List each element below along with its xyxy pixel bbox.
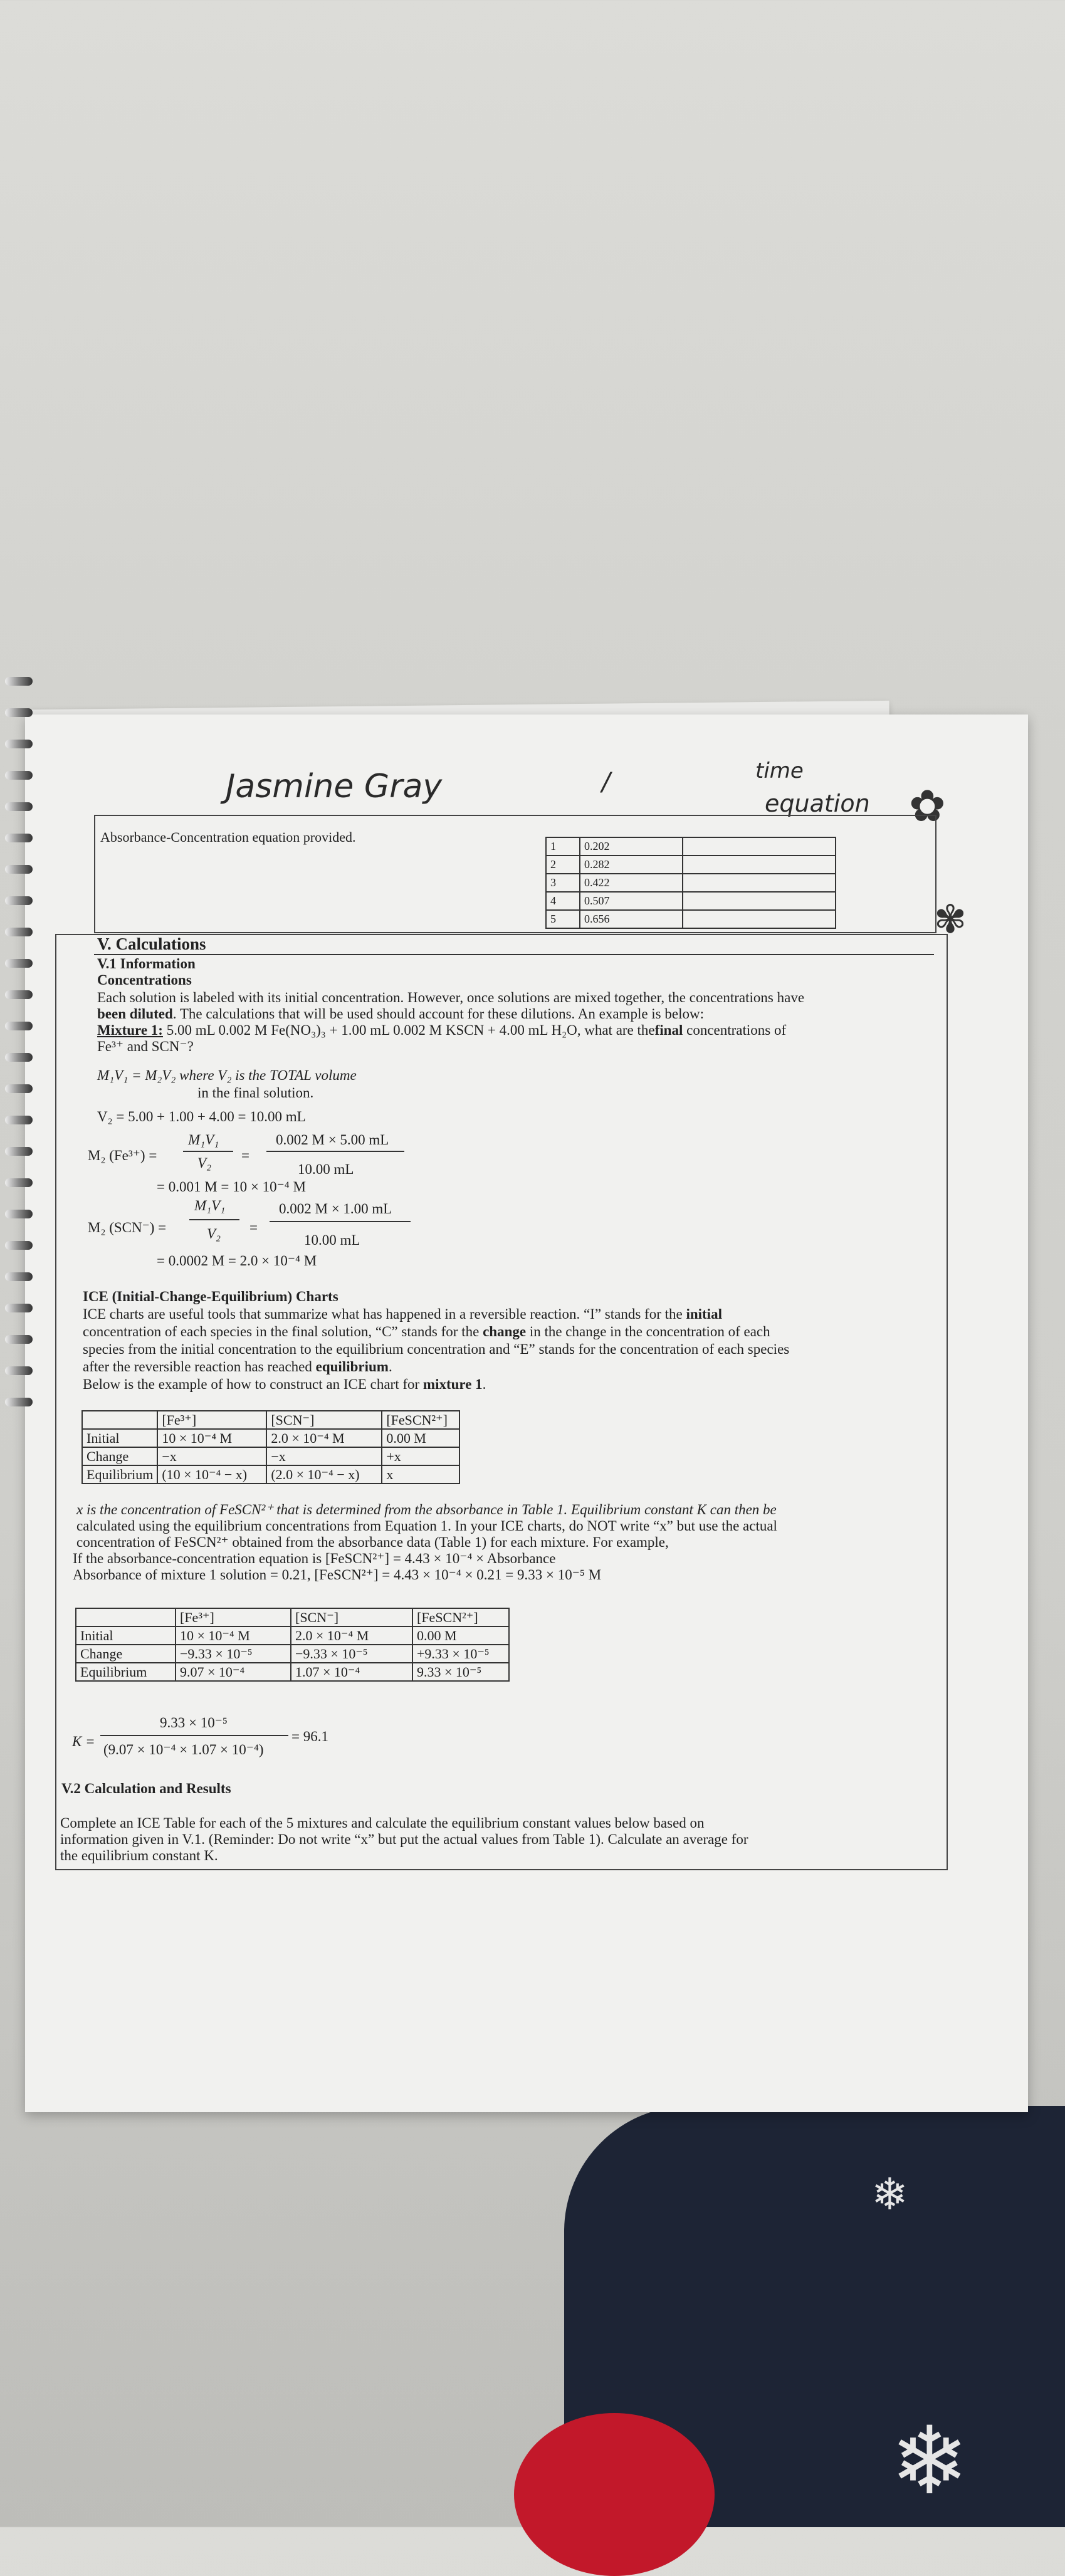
snowflake-icon: ❄ [890, 2407, 969, 2516]
k-lhs: K = [72, 1734, 95, 1749]
ice-table-mixture1: [Fe³⁺] [SCN⁻] [FeSCN²⁺] Initial 10 × 10⁻⁴ M 2.0 × 10⁻⁴ M 0.00 M Change −9.33 × 10⁻⁵ −9.33 × 10⁻⁵ +9.33 × 10⁻⁵ Equilibrium 9.07 × 10⁻⁴ 1.07 × 10⁻⁴ 9.33 × 10⁻⁵ [75, 1608, 510, 1682]
table-row: Equilibrium 9.07 × 10⁻⁴ 1.07 × 10⁻⁴ 9.33 × 10⁻⁵ [76, 1663, 509, 1681]
frac-den: V₂ [207, 1226, 221, 1242]
ions-text: Fe³⁺ and SCN⁻? [97, 1039, 194, 1054]
handwritten-mark: / [602, 768, 611, 797]
table-row: Equilibrium (10 × 10⁻⁴ − x) (2.0 × 10⁻⁴ − x) x [82, 1465, 459, 1484]
flower-doodle-icon: ✿ [909, 780, 946, 832]
ice-text: ICE charts are useful tools that summarize what has happened in a reversible reaction. “I” stands for the initial [83, 1306, 722, 1322]
absorbance-value: 0.507 [580, 892, 683, 910]
table-row: Change −x −x +x [82, 1447, 459, 1465]
flower-doodle-icon: ✾ [934, 896, 967, 942]
x-text: If the absorbance-concentration equation is [FeSCN²⁺] = 4.43 × 10⁻⁴ × Absorbance [73, 1551, 556, 1566]
results-text: the equilibrium constant K. [60, 1848, 218, 1863]
spiral-binding [0, 677, 38, 1492]
red-object [514, 2413, 715, 2576]
results-text: Complete an ICE Table for each of the 5 mixtures and calculate the equilibrium constant values below based on [60, 1815, 705, 1831]
k-numerator: 9.33 × 10⁻⁵ [160, 1715, 228, 1730]
table-row: Initial 10 × 10⁻⁴ M 2.0 × 10⁻⁴ M 0.00 M [82, 1429, 459, 1447]
absorbance-value: 0.422 [580, 874, 683, 892]
k-result: = 96.1 [291, 1729, 328, 1744]
fe-result: = 0.001 M = 10 × 10⁻⁴ M [157, 1179, 306, 1195]
subsection-title-2: V.2 Calculation and Results [61, 1781, 231, 1796]
x-text: x is the concentration of FeSCN²⁺ that is determined from the absorbance in Table 1. Equilibrium constant K can then be [76, 1502, 777, 1517]
frac-num: M₁V₁ [188, 1132, 219, 1148]
mixture-text: Mixture 1: 5.00 mL 0.002 M Fe(NO₃)₃ + 1.00 mL 0.002 M KSCN + 4.00 mL H₂O, what are thefinal concentrations of [97, 1022, 787, 1038]
ice-text: species from the initial concentration to the equilibrium concentration and “E” stands for the concentration of each species [83, 1341, 790, 1357]
equals-sign: = [241, 1148, 249, 1163]
handwritten-note-time: time [755, 758, 804, 783]
frac-num: M₁V₁ [194, 1198, 226, 1213]
absorbance-table [545, 837, 836, 929]
scn-denominator: 10.00 mL [304, 1232, 360, 1248]
ice-text: after the reversible reaction has reached equilibrium. [83, 1359, 392, 1374]
row-number: 3 [546, 874, 580, 892]
row-number: 1 [546, 837, 580, 856]
scn-lhs: M₂ (SCN⁻) = [88, 1220, 167, 1235]
row-number: 2 [546, 856, 580, 874]
section-title: V. Calculations [97, 935, 206, 953]
para-text: Each solution is labeled with its initial concentration. However, once solutions are mixed together, the concentrations have [97, 990, 805, 1005]
absorbance-value: 0.202 [580, 837, 683, 856]
table-row: Initial 10 × 10⁻⁴ M 2.0 × 10⁻⁴ M 0.00 M [76, 1626, 509, 1645]
para-text: been diluted. The calculations that will be used should account for these dilutions. An example is below: [97, 1006, 704, 1022]
dilution-note: in the final solution. [197, 1085, 314, 1101]
scn-result: = 0.0002 M = 2.0 × 10⁻⁴ M [157, 1253, 317, 1269]
subsection-title: V.1 Information [97, 956, 196, 971]
fe-lhs: M₂ (Fe³⁺) = [88, 1148, 157, 1163]
handwritten-note-equation: equation [765, 790, 870, 817]
concentrations-heading: Concentrations [97, 972, 192, 988]
fe-numerator: 0.002 M × 5.00 mL [276, 1132, 389, 1148]
ice-text: concentration of each species in the final solution, “C” stands for the change in the change in the concentration of each [83, 1324, 770, 1339]
absorbance-value: 0.282 [580, 856, 683, 874]
volume-equation: V₂ = 5.00 + 1.00 + 4.00 = 10.00 mL [97, 1109, 306, 1124]
ice-table-example: [Fe³⁺] [SCN⁻] [FeSCN²⁺] Initial 10 × 10⁻⁴ M 2.0 × 10⁻⁴ M 0.00 M Change −x −x +x Equilibrium (10 × 10⁻⁴ − x) (2.0 × 10⁻⁴ − x) x [81, 1410, 460, 1484]
ice-title: ICE (Initial-Change-Equilibrium) Charts [83, 1289, 338, 1304]
scn-numerator: 0.002 M × 1.00 mL [279, 1201, 392, 1217]
x-text: concentration of FeSCN²⁺ obtained from the absorbance data (Table 1) for each mixture. For example, [76, 1534, 669, 1550]
row-number: 5 [546, 910, 580, 928]
header-caption: Absorbance-Concentration equation provided. [100, 829, 356, 845]
snowflake-icon: ❄ [871, 2169, 908, 2220]
results-text: information given in V.1. (Reminder: Do not write “x” but put the actual values from Table 1). Calculate an average for [60, 1831, 748, 1847]
equals-sign: = [249, 1220, 258, 1235]
dilution-equation: M₁V₁ = M₂V₂ where V₂ is the TOTAL volume [97, 1067, 357, 1083]
student-name: Jasmine Gray [226, 768, 443, 805]
frac-den: V₂ [197, 1155, 212, 1171]
x-text: Absorbance of mixture 1 solution = 0.21, [FeSCN²⁺] = 4.43 × 10⁻⁴ × 0.21 = 9.33 × 10⁻⁵ M [73, 1567, 602, 1583]
row-number: 4 [546, 892, 580, 910]
k-denominator: (9.07 × 10⁻⁴ × 1.07 × 10⁻⁴) [103, 1742, 264, 1757]
absorbance-value: 0.656 [580, 910, 683, 928]
x-text: calculated using the equilibrium concentrations from Equation 1. In your ICE charts, do NOT write “x” but use the actual [76, 1518, 777, 1534]
ice-text: Below is the example of how to construct an ICE chart for mixture 1. [83, 1376, 486, 1392]
table-row: Change −9.33 × 10⁻⁵ −9.33 × 10⁻⁵ +9.33 × 10⁻⁵ [76, 1645, 509, 1663]
fe-denominator: 10.00 mL [298, 1161, 354, 1177]
